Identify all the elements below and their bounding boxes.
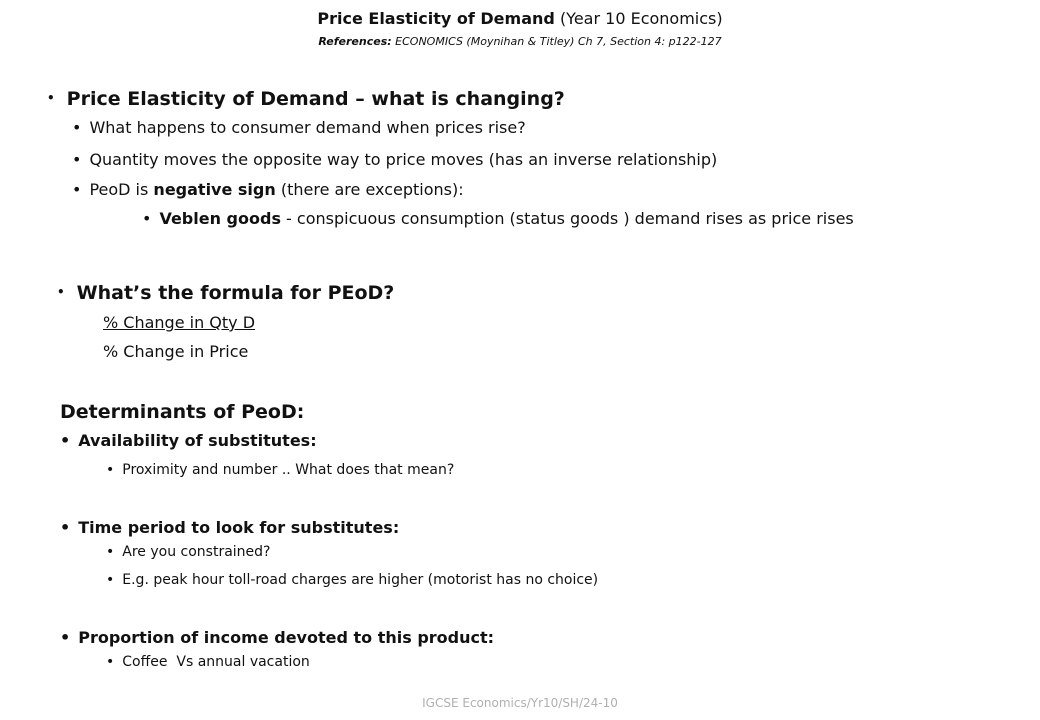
title-subtitle: (Year 10 Economics) (559, 9, 723, 28)
list-item-text: Coffee Vs annual vacation (122, 654, 310, 670)
formula-numerator: % Change in Qty D (103, 313, 256, 332)
list-item-text: - conspicuous consumption (status goods ) demand rises as price rises (280, 209, 854, 228)
list-item (72, 118, 526, 137)
references-line (0, 35, 1040, 48)
footer-text: IGCSE Economics/Yr10/SH/24-10 (422, 696, 618, 710)
list-item (106, 462, 454, 478)
list-item-text: Time period to look for substitutes: (78, 518, 400, 537)
section3-heading: Determinants of PeoD: (60, 401, 305, 423)
section1-heading-text: Price Elasticity of Demand – what is changing? (66, 88, 565, 110)
list-item-veblen (142, 209, 854, 228)
references-text: ECONOMICS (Moynihan & Titley) Ch 7, Section 4: p122-127 (395, 35, 722, 48)
list-item (60, 431, 317, 450)
list-item-text: Proportion of income devoted to this product: (78, 628, 495, 647)
list-item-text: (there are exceptions): (275, 180, 464, 199)
bullet-icon: • (106, 462, 115, 478)
bullet-icon: • (57, 285, 65, 299)
bullet-icon: • (72, 150, 82, 169)
list-item (106, 544, 270, 560)
bullet-icon: • (60, 431, 71, 450)
bullet-icon: • (106, 654, 115, 670)
bullet-icon: • (72, 180, 82, 199)
list-item (72, 180, 464, 199)
bullet-icon: • (47, 91, 55, 105)
list-item (106, 572, 598, 588)
bullet-icon: • (142, 209, 152, 228)
bullet-icon: • (106, 572, 115, 588)
emphasis-text: negative sign (153, 180, 276, 199)
section1-heading (47, 88, 565, 110)
list-item-text: Proximity and number .. What does that mean? (122, 462, 455, 478)
list-item-text: What happens to consumer demand when prices rise? (89, 118, 526, 137)
list-item (60, 628, 494, 647)
section2-heading-text: What’s the formula for PEoD? (76, 282, 395, 304)
list-item-text: Are you constrained? (122, 544, 271, 560)
list-item (106, 654, 310, 670)
emphasis-text: Veblen goods (159, 209, 281, 228)
section2-heading (57, 282, 394, 304)
bullet-icon: • (60, 518, 71, 537)
bullet-icon: • (106, 544, 115, 560)
list-item-text: E.g. peak hour toll-road charges are higher (motorist has no choice) (122, 572, 599, 588)
formula-denominator: % Change in Price (103, 342, 249, 361)
list-item-text: Availability of substitutes: (78, 431, 317, 450)
list-item-text: PeoD is (89, 180, 154, 199)
list-item-text: Quantity moves the opposite way to price moves (has an inverse relationship) (89, 150, 718, 169)
list-item (72, 150, 717, 169)
references-label: References: (318, 35, 392, 48)
bullet-icon: • (72, 118, 82, 137)
list-item (60, 518, 399, 537)
bullet-icon: • (60, 628, 71, 647)
title-main: Price Elasticity of Demand (317, 9, 555, 28)
page-title (0, 8, 1040, 30)
